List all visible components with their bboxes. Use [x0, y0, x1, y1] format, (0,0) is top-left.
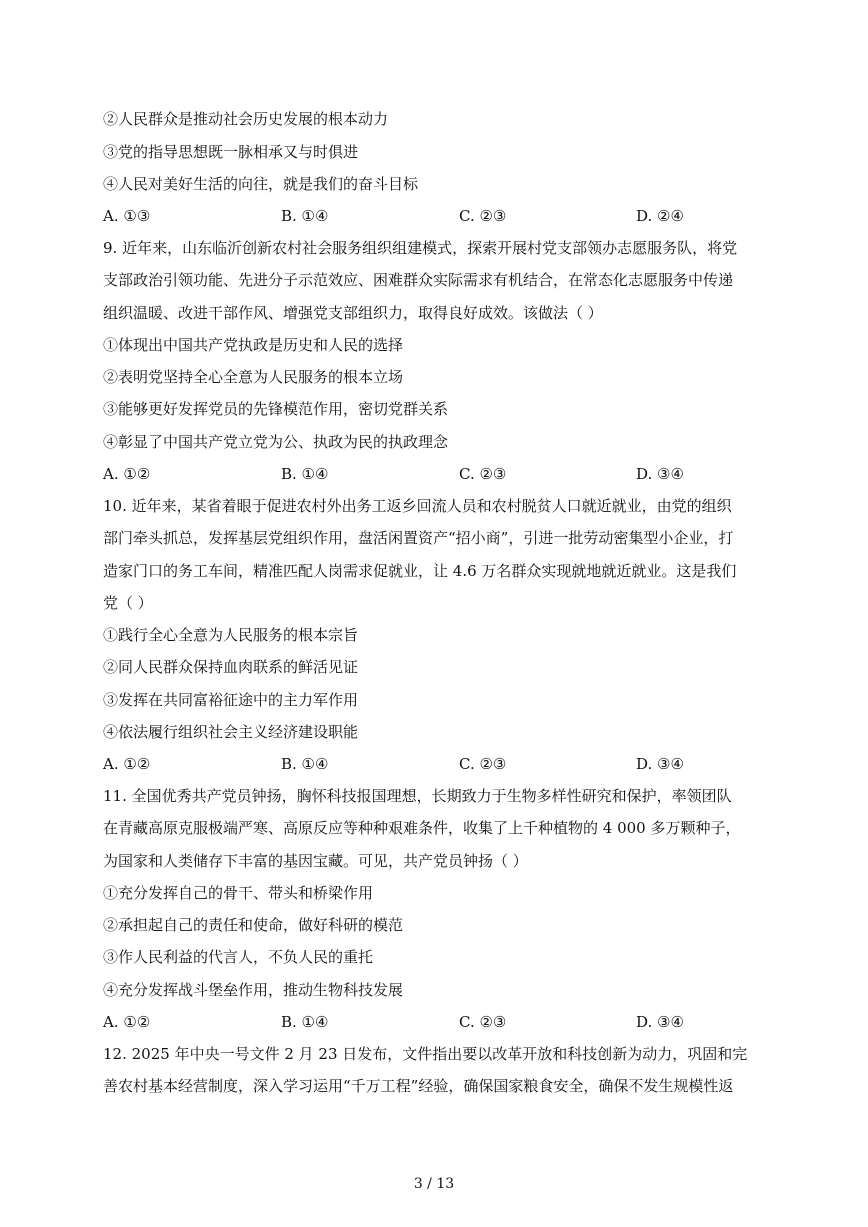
q10-stem-line-2: 部门牵头抓总，发挥基层党组织作用，盘活闲置资产“招小商”，引进一批劳动密集型小企业，打 — [103, 529, 734, 547]
q9-stem-line-3: 组织温暖、改进干部作风、增强党支部组织力，取得良好成效。该做法（ ） — [103, 304, 603, 322]
q10-option-a[interactable]: A. ①② — [103, 755, 151, 773]
q11-statement-3: ③作人民利益的代言人，不负人民的重托 — [103, 948, 374, 966]
q9-options — [103, 464, 783, 484]
q10-option-b[interactable]: B. ①④ — [281, 755, 329, 773]
q9-option-c[interactable]: C. ②③ — [459, 465, 507, 483]
q8-options — [103, 206, 783, 226]
page-number: 3 / 13 — [413, 1176, 455, 1192]
q9-statement-1: ①体现出中国共产党执政是历史和人民的选择 — [103, 336, 404, 354]
q9-statement-4: ④彰显了中国共产党立党为公、执政为民的执政理念 — [103, 433, 449, 451]
q11-stem-line-2: 在青藏高原克服极端严寒、高原反应等种种艰难条件，收集了上千种植物的 4 000 多万颗种子， — [103, 819, 741, 837]
q11-stem-line-3: 为国家和人类储存下丰富的基因宝藏。可见，共产党员钟扬（ ） — [103, 852, 528, 870]
q9-stem-line-2: 支部政治引领功能、先进分子示范效应、困难群众实际需求有机结合，在常态化志愿服务中传递 — [103, 271, 734, 289]
q8-statement-4: ④人民对美好生活的向往，就是我们的奋斗目标 — [103, 175, 419, 193]
q11-statement-2: ②承担起自己的责任和使命，做好科研的模范 — [103, 916, 404, 934]
q10-option-c[interactable]: C. ②③ — [459, 755, 507, 773]
q10-stem-line-4: 党（ ） — [103, 594, 153, 612]
q11-options — [103, 1012, 783, 1032]
q9-option-a[interactable]: A. ①② — [103, 465, 151, 483]
q10-statement-2: ②同人民群众保持血肉联系的鲜活见证 — [103, 658, 359, 676]
q10-option-d[interactable]: D. ③④ — [636, 755, 684, 773]
q8-statement-3: ③党的指导思想既一脉相承又与时俱进 — [103, 143, 359, 161]
q12-stem-line-1: 12. 2025 年中央一号文件 2 月 23 日发布，文件指出要以改革开放和科技创新为动力，巩固和完 — [103, 1045, 748, 1063]
q12-stem-line-2: 善农村基本经营制度，深入学习运用“千万工程”经验，确保国家粮食安全，确保不发生规模性返 — [103, 1077, 734, 1095]
q9-option-d[interactable]: D. ③④ — [636, 465, 684, 483]
q11-option-c[interactable]: C. ②③ — [459, 1013, 507, 1031]
q9-stem-line-1: 9. 近年来，山东临沂创新农村社会服务组织组建模式，探索开展村党支部领办志愿服务队，将党 — [103, 239, 738, 257]
q10-options — [103, 754, 783, 774]
q11-stem-line-1: 11. 全国优秀共产党员钟扬，胸怀科技报国理想，长期致力于生物多样性研究和保护，率领团队 — [103, 787, 732, 805]
q9-option-b[interactable]: B. ①④ — [281, 465, 329, 483]
q9-statement-3: ③能够更好发挥党员的先锋模范作用，密切党群关系 — [103, 400, 449, 418]
q10-stem-line-1: 10. 近年来，某省着眼于促进农村外出务工返乡回流人员和农村脱贫人口就近就业，由党的组织 — [103, 497, 732, 515]
q9-statement-2: ②表明党坚持全心全意为人民服务的根本立场 — [103, 368, 404, 386]
q8-option-b[interactable]: B. ①④ — [281, 207, 329, 225]
q10-stem-line-3: 造家门口的务工车间，精准匹配人岗需求促就业，让 4.6 万名群众实现就地就近就业。这是我们 — [103, 562, 737, 580]
q8-option-c[interactable]: C. ②③ — [459, 207, 507, 225]
q11-option-a[interactable]: A. ①② — [103, 1013, 151, 1031]
q8-statement-2: ②人民群众是推动社会历史发展的根本动力 — [103, 110, 389, 128]
q11-statement-4: ④充分发挥战斗堡垒作用，推动生物科技发展 — [103, 981, 404, 999]
q10-statement-3: ③发挥在共同富裕征途中的主力军作用 — [103, 691, 359, 709]
q8-option-a[interactable]: A. ①③ — [103, 207, 151, 225]
q11-option-b[interactable]: B. ①④ — [281, 1013, 329, 1031]
q8-option-d[interactable]: D. ②④ — [636, 207, 684, 225]
q10-statement-4: ④依法履行组织社会主义经济建设职能 — [103, 723, 359, 741]
q11-option-d[interactable]: D. ③④ — [636, 1013, 684, 1031]
q10-statement-1: ①践行全心全意为人民服务的根本宗旨 — [103, 626, 359, 644]
q11-statement-1: ①充分发挥自己的骨干、带头和桥梁作用 — [103, 884, 374, 902]
